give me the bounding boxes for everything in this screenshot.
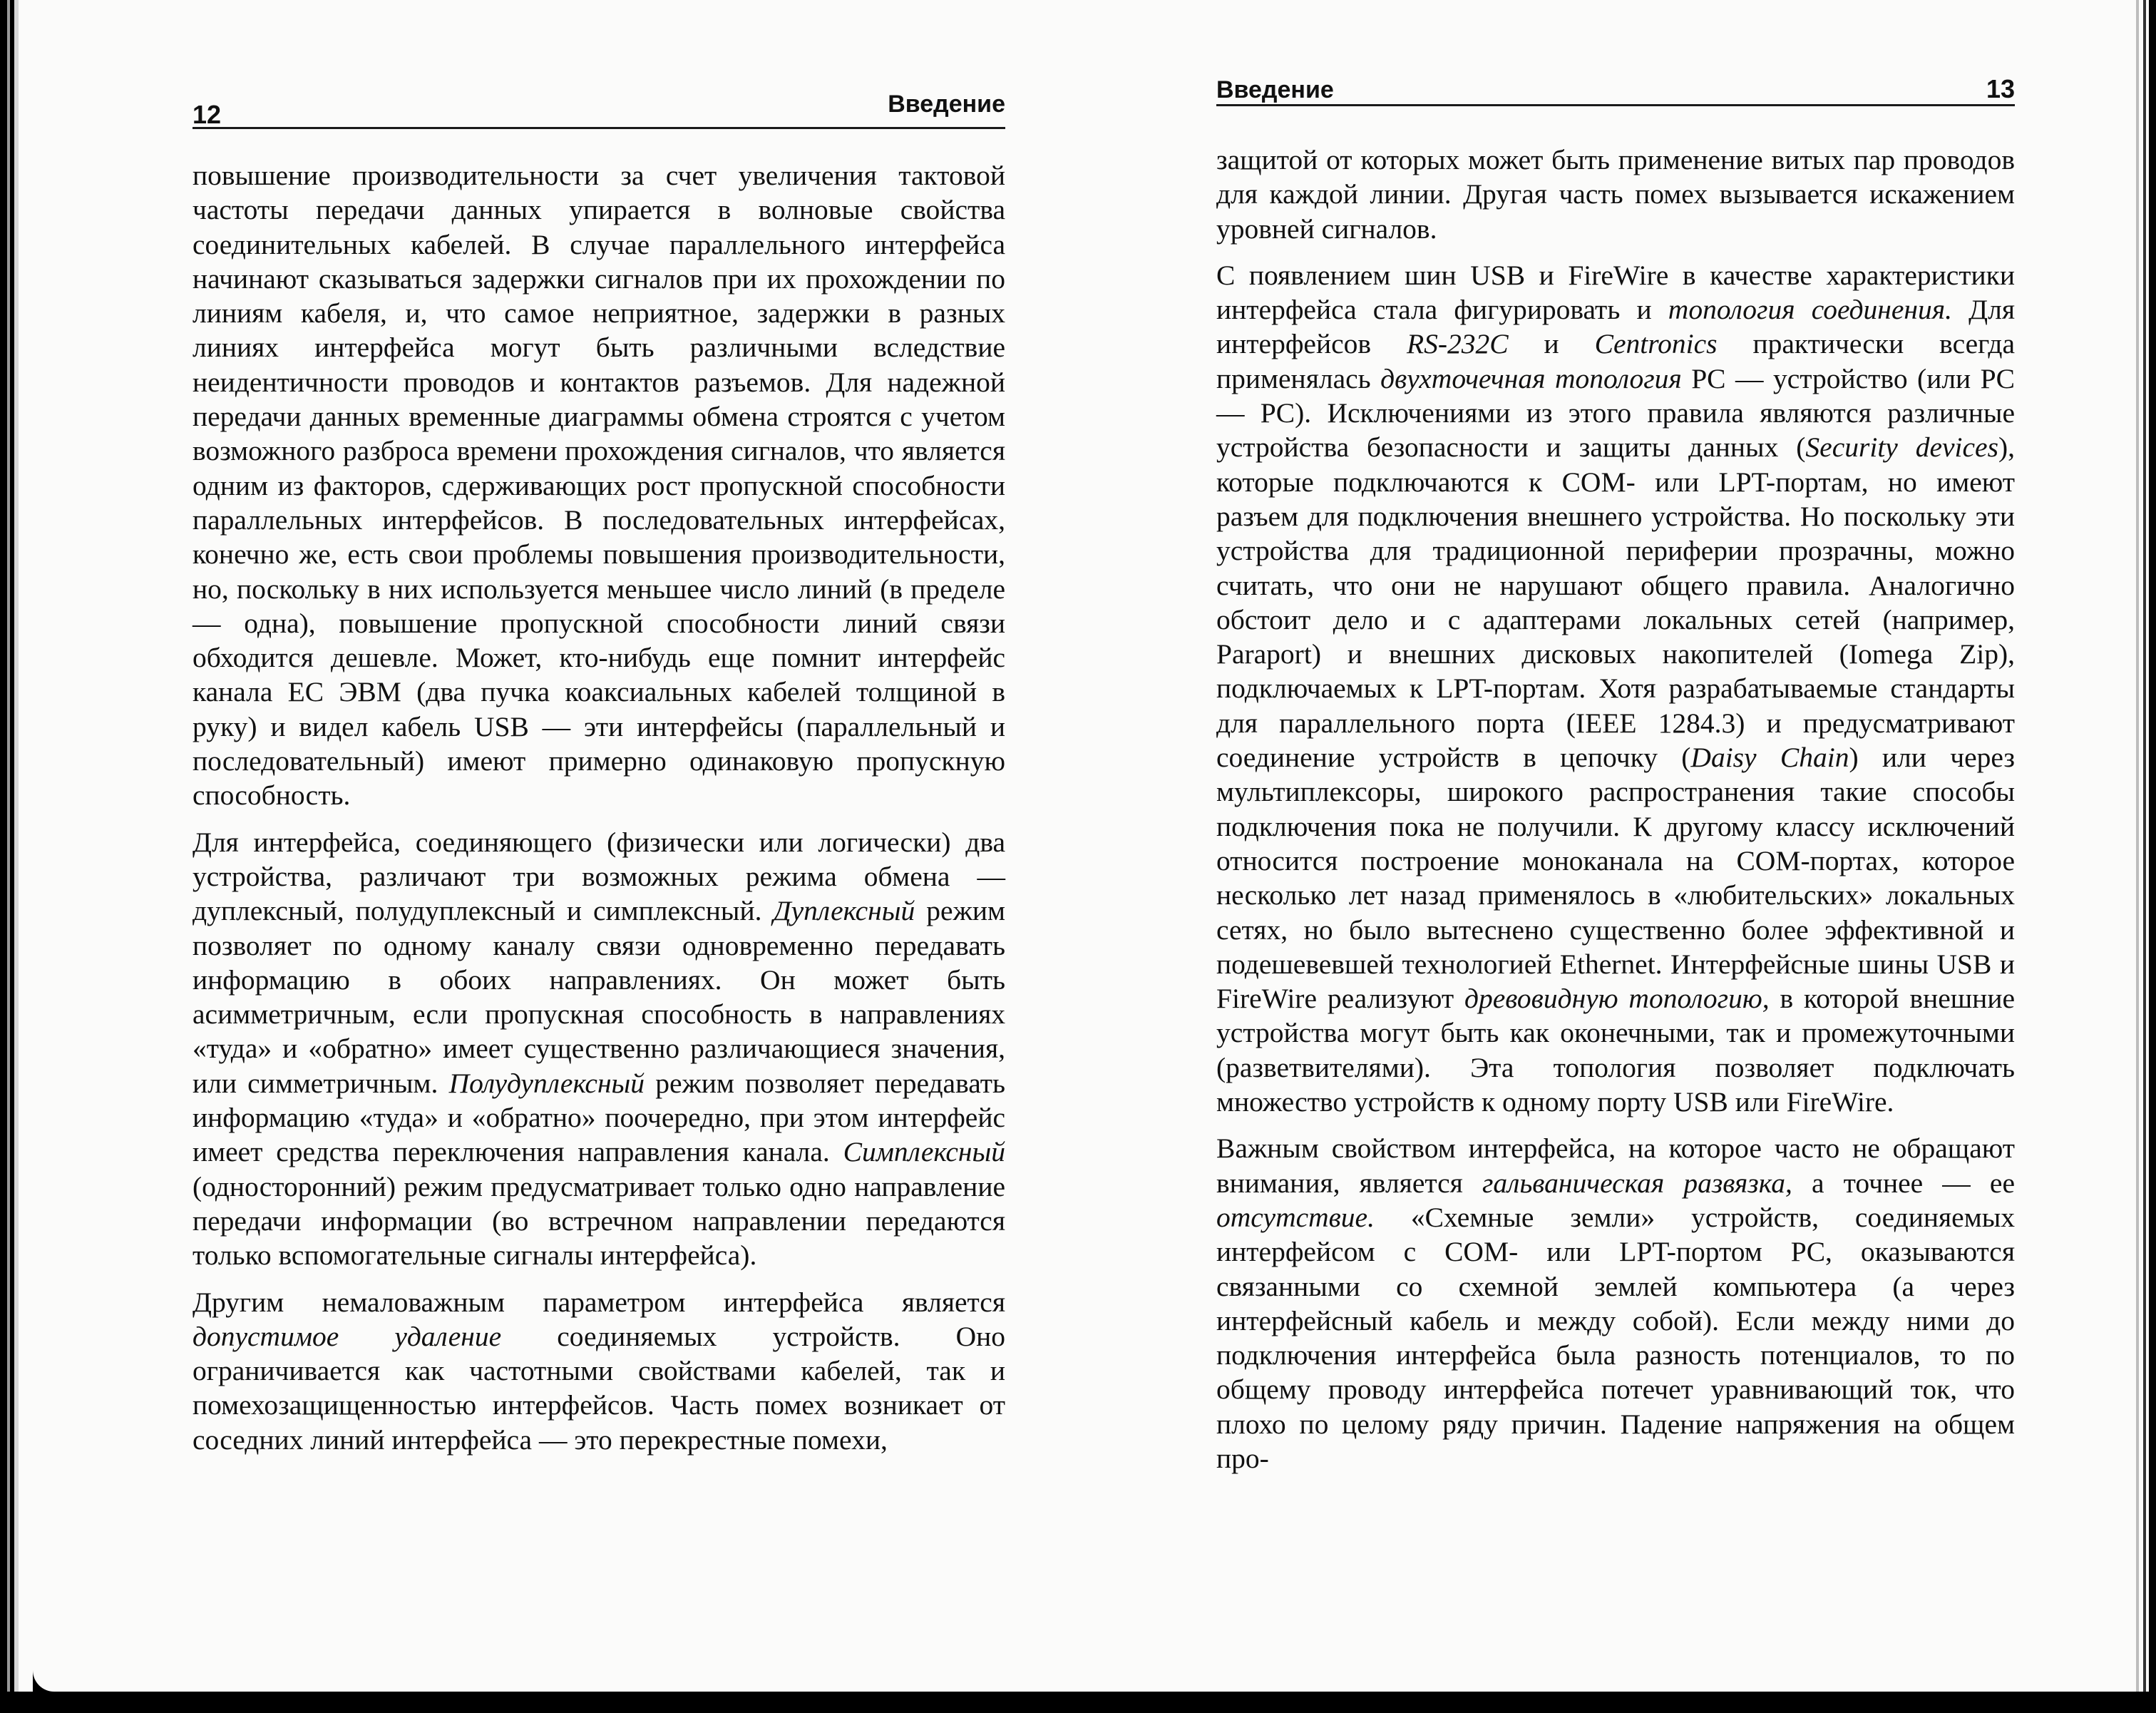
scan-right-edge [2129, 0, 2156, 1713]
text-run: С появлением шин USB и FireWire в качестве характеристики интерфейса стала фигурировать и [1216, 259, 2015, 326]
text-run: защитой от которых может быть применение витых пар проводов для каждой линии. Другая часть помех вызывается искажением уровней сигналов. [1216, 144, 2015, 245]
scan-left-edge [0, 0, 33, 1713]
running-header [192, 71, 1005, 129]
text-run: PC — устройство (или PC — PC). Исключениями из этого правила являются различные устройства безопасности и защиты данных ( [1216, 362, 2015, 464]
text-run: практически всегда применялась [1216, 328, 2016, 394]
running-title: Введение [888, 91, 1005, 118]
text-run: Важным свойством интерфейса, на которое часто не обращают внимания, является [1216, 1132, 2015, 1199]
paragraph [192, 825, 1005, 1273]
italic-term: Дуплексный [773, 895, 915, 927]
italic-term: отсутствие. [1216, 1201, 1375, 1233]
text-run: режим позволяет передавать информацию «туда» и «обратно» поочередно, при этом интерфейс имеет средства переключения направления канала. [192, 1067, 1006, 1168]
italic-term: Centronics [1594, 328, 1718, 360]
text-run: и [1508, 328, 1595, 360]
text-run: в которой внешние устройства могут быть как оконечными, так и промежуточными (разветвителями). Эта топология позволяет подключать множество устройств к одному порту USB или FireWire. [1216, 983, 2015, 1118]
text-run: режим позволяет по одному каналу связи одновременно передавать информацию в обоих направлениях. Он может быть асимметричным, если пропускная способность в направлениях «туда» и «обратно» имеет существенно различающиеся значения, или симметричным. [192, 895, 1005, 1099]
paragraph [192, 158, 1005, 813]
page-number: 12 [192, 100, 222, 129]
scan-bottom-edge [0, 1692, 2156, 1713]
text-run: Для интерфейса, соединяющего (физически или логически) два устройства, различают три возможных режима обмена — дуплексный, полудуплексный и симплексный. [192, 826, 1005, 927]
italic-term: Симплексный [843, 1136, 1005, 1168]
page-number: 13 [1986, 74, 2015, 103]
text-run: повышение производительности за счет увеличения тактовой частоты передачи данных упирается в волновые свойства соединительных кабелей. В случае параллельного интерфейса начинают сказываться задержки сигналов при их прохождении по линиям кабеля, и, что самое неприятное, задержки в разных линиях интерфейса могут быть различными вследствие неидентичности проводов и контактов разъемов. Для надежной передачи данных временные диаграммы обмена строятся с учетом возможного разброса времени прохождения сигналов, что является одним из факторов, сдерживающих рост пропускной способности параллельных интерфейсов. В последовательных интерфейсах, конечно же, есть свои проблемы повышения производительности, но, поскольку в них используется меньшее число линий (в пределе — одна), повышение пропускной способности линий связи обходится дешевле. Может, кто-нибудь еще помнит интерфейс канала ЕС ЭВМ (два пучка коаксиальных кабелей толщиной в руку) и видел кабель USB — эти интерфейсы (параллельный и последовательный) имеют примерно одинаковую пропускную способность. [192, 160, 1005, 812]
paragraph [1216, 258, 2015, 1119]
italic-term: RS-232C [1406, 328, 1509, 360]
italic-term: допустимое удаление [192, 1320, 502, 1352]
running-header [1216, 71, 2015, 106]
italic-term: двухточечная топология [1380, 362, 1682, 394]
paragraph [192, 1285, 1005, 1457]
paragraph [1216, 1131, 2015, 1476]
paragraph [1216, 143, 2015, 246]
body-text [192, 158, 1005, 1469]
text-run: ), которые подключаются к COM- или LPT-портам, но имеют разъем для подключения внешнего устройства. Но поскольку эти устройства для традиционной периферии прозрачны, можно считать, что они не нарушают общего правила. Аналогично обстоит дело и с адаптерами локальных сетей (например, Paraport) и внешних дисковых накопителей (Iomega Zip), подключаемых к LPT-портам. Хотя разрабатываемые стандарты для параллельного порта (IEEE 1284.3) и предусматривают соединение устройств в цепочку ( [1216, 431, 2015, 774]
text-run: соединяемых устройств. Оно ограничивается как частотными свойствами кабелей, так и помехозащищенностью интерфейсов. Часть помех возникает от соседних линий интерфейса — это перекрестные помехи, [192, 1320, 1005, 1456]
italic-term: Daisy Chain [1690, 742, 1849, 774]
text-run: ) или через мультиплексоры, широкого распространения такие способы подключения пока не получили. К другому классу исключений относится построение моноканала на COM-портах, которое несколько лет назад применялось в «любительских» локальных сетях, но было вытеснено существенно более эффективной и подешевевшей технологией Ethernet. Интерфейсные шины USB и FireWire реализуют [1216, 742, 2015, 1015]
running-title: Введение [1216, 76, 1334, 103]
italic-term: гальваническая развязка, [1482, 1167, 1792, 1199]
text-run: (односторонний) режим предусматривает только одно направление передачи информации (во встречном направлении передаются только вспомогательные сигналы интерфейса). [192, 1170, 1005, 1272]
text-run: а точнее — ее [1792, 1167, 2015, 1199]
italic-term: топология соединения. [1668, 294, 1953, 326]
italic-term: древовидную топологию, [1464, 983, 1770, 1015]
text-run: «Схемные земли» устройств, соединяемых интерфейсом с COM- или LPT-портом PC, оказываются связанными со схемной землей компьютера (а через интерфейсный кабель и между собой). Если между ними до подключения интерфейса была разность потенциалов, то по общему проводу интерфейса потечет уравнивающий ток, что плохо по целому ряду причин. Падение напряжения на общем про- [1216, 1201, 2015, 1474]
text-run: Для интерфейсов [1216, 294, 2015, 360]
italic-term: Полудуплексный [448, 1067, 645, 1099]
body-text [1216, 143, 2015, 1488]
text-run: Другим немаловажным параметром интерфейса является [192, 1286, 1005, 1318]
italic-term: Security devices [1805, 431, 1998, 464]
